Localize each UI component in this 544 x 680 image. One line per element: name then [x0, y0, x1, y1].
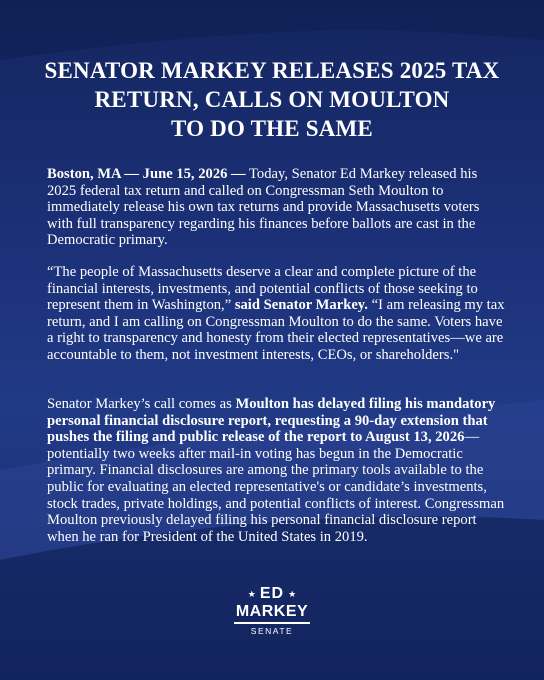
dateline: Boston, MA — June 15, 2026 —	[47, 166, 246, 182]
quote-attribution: said Senator Markey.	[231, 297, 368, 314]
paragraph-disclosure	[47, 396, 505, 545]
disclosure-lead: Senator Markey’s call comes as	[47, 396, 236, 412]
disclosure-rest: —potentially two weeks after mail-in voting has begun in the Democratic primary. Financial disclosures are among the primary tools available to the public for evaluating an elected representative's or candidate’s investments, stock trades, private holdings, and potential conflicts of interest. Congressman Moulton previously delayed filing his personal financial disclosure report when he ran for President of the United States in 2019.	[47, 429, 505, 545]
quote-second: “I am releasing my tax return, and I am calling on Congressman Moulton to do the same. Voters have a right to transparency and honesty from their elected representatives—we are accountable to them, not investment interests, CEOs, or shareholders."	[47, 297, 505, 363]
logo-name: MARKEY	[235, 603, 309, 620]
headline-line-2: RETURN, CALLS ON MOULTON	[94, 87, 450, 112]
paragraph-intro	[47, 166, 505, 249]
ed-markey-senate-logo	[232, 586, 312, 636]
quote-first: “The people of Massachusetts deserve a clear and complete picture of the financial interests, investments, and potential conflicts of those seeking to represent them in Washington,”	[47, 264, 478, 314]
disclosure-bold: Moulton has delayed filing his mandatory personal financial disclosure report, requesting a 90-day extension that pushes the filing and public release of the report to August 13, 2026	[47, 396, 496, 446]
logo-subtitle: SENATE	[250, 626, 294, 636]
logo-divider	[234, 622, 310, 624]
star-icon: ★	[288, 589, 297, 599]
logo-top-row	[232, 586, 312, 602]
headline	[20, 56, 524, 143]
headline-line-1: SENATOR MARKEY RELEASES 2025 TAX	[44, 58, 500, 83]
intro-text: Today, Senator Ed Markey released his 2025 federal tax return and called on Congressman Seth Moulton to immediately release his own tax returns and provide Massachusetts voters with full transparency regarding his finances before ballots are cast in the Democratic primary.	[47, 166, 480, 249]
paragraph-quote	[47, 264, 505, 364]
logo-ed: ED	[259, 585, 285, 602]
star-icon: ★	[247, 589, 256, 599]
headline-line-3: TO DO THE SAME	[171, 116, 373, 141]
